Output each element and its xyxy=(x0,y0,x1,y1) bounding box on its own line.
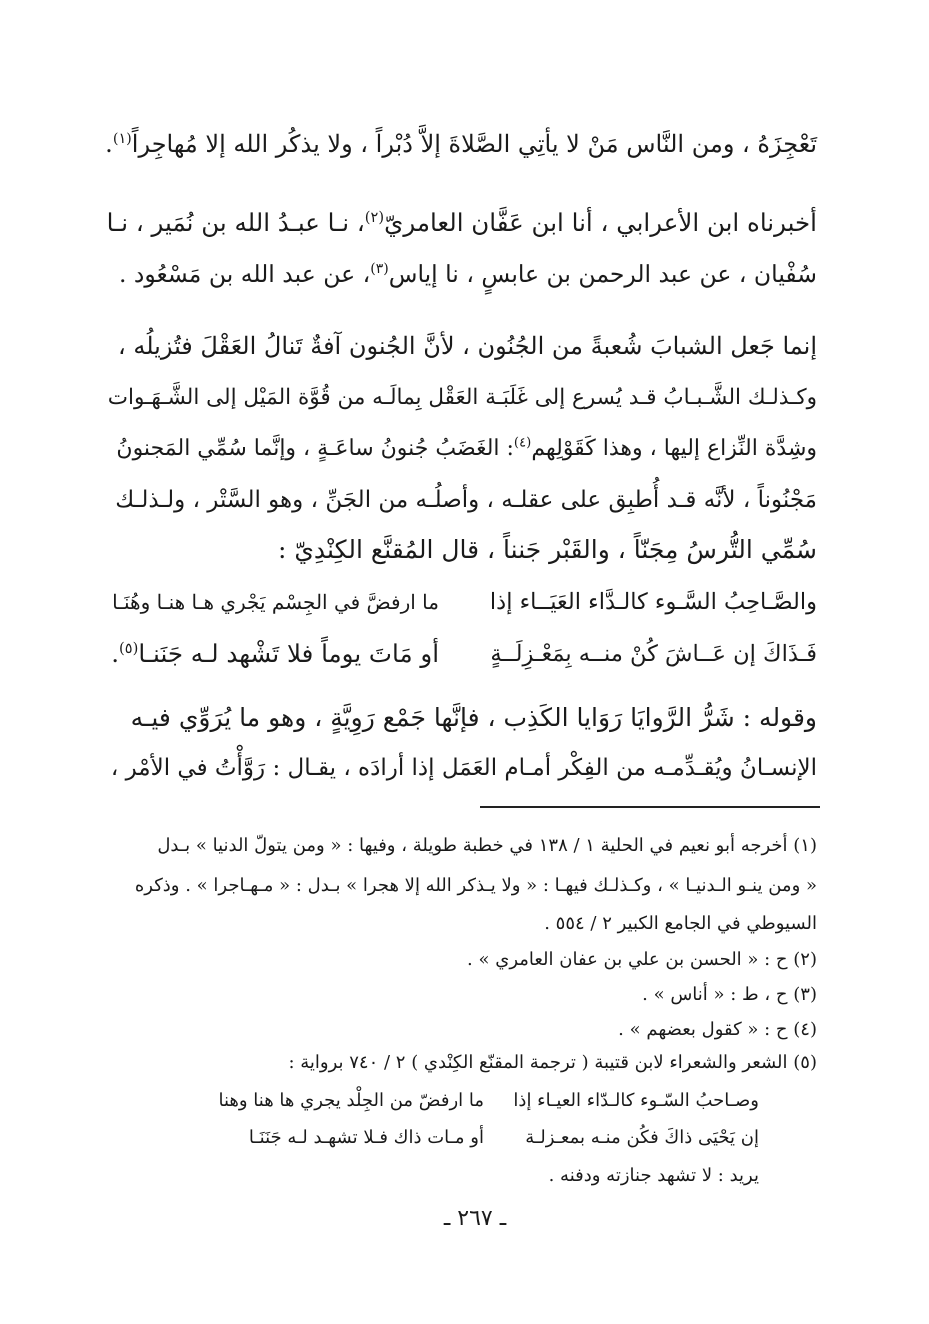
footnote-line: (٣) ح ، ط : « أناس » . xyxy=(642,984,817,1005)
text-segment: : الغَضَبُ جُنونُ ساعَـةٍ ، وإنَّما سُمِّي المَجنونُ xyxy=(116,436,514,461)
verse-hemistich xyxy=(111,636,439,672)
text-segment: وشِدَّة النِّزاع إليها ، وهذا كَقَوْلِهم xyxy=(531,436,817,461)
text-segment: سُفْيان ، عن عبد الرحمن بن عابسٍ ، نا إياس xyxy=(388,260,817,288)
text-line: الإنسـانُ ويُقـدِّمـه من الفِكْر أمـام العَمَل إذا أرادَه ، يقـال : رَوَّأْتُ في الأمْر ، xyxy=(110,755,817,781)
text-line xyxy=(116,431,817,467)
footnote-ref: (٥) xyxy=(119,639,139,657)
text-line xyxy=(107,205,817,241)
text-line: وقوله : شَرُّ الرَّوايَا رَوَايا الكَذِب ، فإنَّها جَمْع رَوِيَّةٍ ، وهو ما يُرَوِّي فيـه xyxy=(130,703,817,732)
footnote-line: (١) أخرجه أبو نعيم في الحلية ١ / ١٣٨ في خطبة طويلة ، وفيها : « ومن يتولّ الدنيا » بـدل xyxy=(157,835,817,856)
verse-hemistich: والصَّـاحِبُ السَّـوء كالـدَّاء العَيَــاء إذا xyxy=(489,589,817,615)
text-segment: ، عن عبد الله بن مَسْعُود . xyxy=(118,260,371,288)
text-line: سُمِّي التُّرسُ مِجَنّاً ، والقَبْر جَنناً ، قال المُقنَّع الكِنْدِيّ : xyxy=(277,535,817,564)
footnote-line: السيوطي في الجامع الكبير ٢ / ٥٥٤ . xyxy=(544,913,817,934)
text-segment: أو مَاتَ يوماً فلا تَشْهد لـه جَنَنـا xyxy=(138,639,439,668)
footnote-line: (٢) ح : « الحسن بن علي بن عفان العامري » . xyxy=(467,949,817,970)
text-line: مَجْنُوناً ، لأنَّه قـد أُطبِق على عقلـه ، وأصلُـه من الجَنِّ ، وهو السَّتْر ، ولـذلـك xyxy=(115,487,817,513)
footnote-verse: ما ارفضّ من الجِلْد يجري ها هنا وهنا xyxy=(218,1090,484,1111)
text-line: إنما جَعل الشبابَ شُعبةً من الجُنُون ، لأنَّ الجُنون آفةٌ تَنالُ العَقْلَ فتُزيلُه ، xyxy=(117,332,817,360)
footnote-verse: إن يَحْيَى ذاكَ فكُن منـه بمعـزلـة xyxy=(525,1127,759,1148)
verse-hemistich: ما ارفضَّ في الجِسْم يَجْري هـا هنـا وهُنَـا xyxy=(112,590,439,614)
footnote-ref: (٢) xyxy=(364,208,385,226)
footnote-verse: وصـاحبُ السّـوء كالـدّاء العيـاء إذا xyxy=(513,1090,759,1111)
text-line: وكـذلـك الشَّـبـابُ قـد يُسرع إلى غَلَبَـة العَقْل بِمالَـه من قُوَّة المَيْل إلى الشَّـهَـوات xyxy=(107,385,817,410)
text-segment: أخبرناه ابن الأعرابي ، أنا ابن عَفَّان العامريّ xyxy=(384,208,817,237)
footnote-ref: (٣) xyxy=(370,261,389,278)
footnote-separator xyxy=(480,806,820,808)
text-line xyxy=(105,126,817,162)
footnote-line: (٥) الشعر والشعراء لابن قتيبة ( ترجمة المقنّع الكِنْدي ) ٢ / ٧٤٠ برواية : xyxy=(288,1052,817,1073)
page-number: ـ ٢٦٧ ـ xyxy=(443,1206,507,1231)
footnote-line: « ومن ينـو الـدنيـا » ، وكـذلـك فيهـا : « ولا يـذكر الله إلا هجرا » بـدل : « مـهـاجرا » . وذكره xyxy=(134,875,817,896)
verse-hemistich: فَـذَاكَ إن عَــاشَ كُنْ منــه بِمَعْـزِلَــةٍ xyxy=(490,641,817,667)
text-segment: . xyxy=(105,130,113,158)
footnote-line: (٤) ح : « كقول بعضهم » . xyxy=(618,1019,817,1040)
text-segment: تَعْجِزَهُ ، ومن النَّاس مَنْ لا يأتِي الصَّلاةَ إلاَّ دُبْراً ، ولا يذكُر الله إلا مُهاجِراً xyxy=(131,130,817,158)
footnote-ref: (١) xyxy=(112,131,132,147)
text-line xyxy=(119,256,817,292)
footnote-line: يريد : لا تشهد جنازته ودفنه . xyxy=(548,1165,759,1186)
footnote-ref: (٤) xyxy=(513,435,532,451)
footnote-verse: أو مـات ذاك فـلا تشهـد لـه جَنَنَـا xyxy=(248,1127,484,1148)
text-segment: ، نـا عبـدُ الله بن نُمَير ، نـا xyxy=(106,208,365,237)
text-segment: . xyxy=(111,639,120,668)
